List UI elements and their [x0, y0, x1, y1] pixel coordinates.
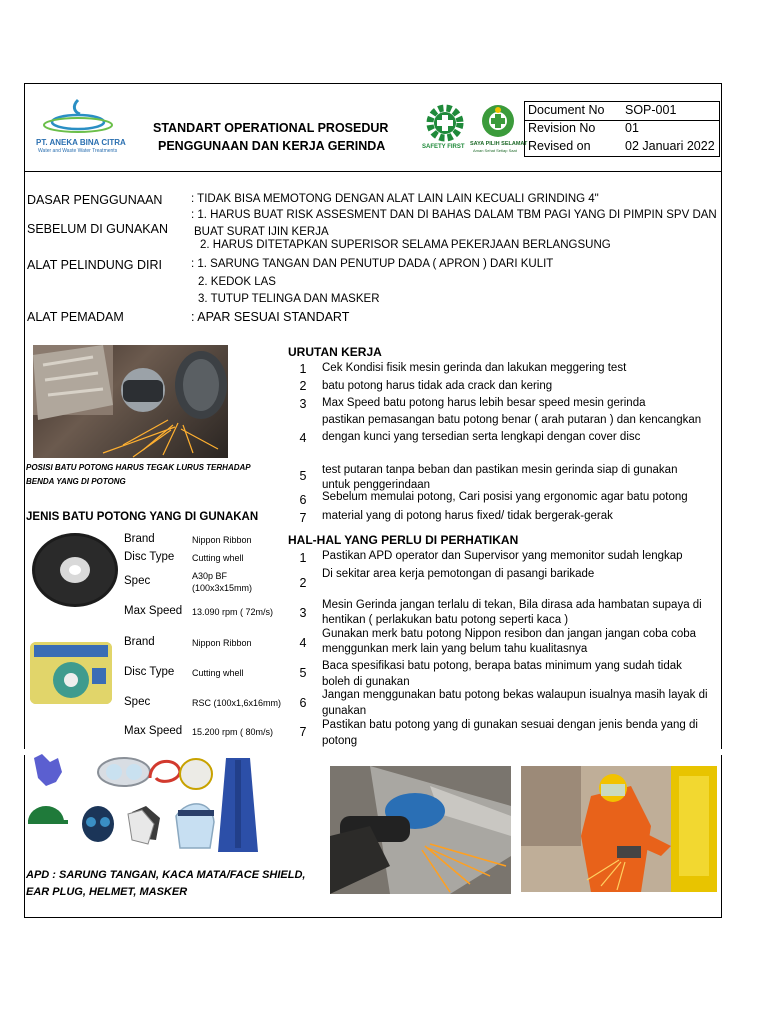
- grinder-image-icon: [33, 345, 228, 458]
- urutan-step: Max Speed batu potong harus lebih besar speed mesin gerinda: [322, 397, 646, 409]
- doc-value: SOP-001: [625, 103, 677, 117]
- apd-caption-line2: EAR PLUG, HELMET, MASKER: [26, 886, 188, 898]
- disc2-speed-label: Max Speed: [124, 725, 183, 737]
- sebelum-label: SEBELUM DI GUNAKAN: [27, 222, 169, 236]
- apd-item-3: 3. TUTUP TELINGA DAN MASKER: [198, 293, 380, 305]
- dasar-label: DASAR PENGGUNAAN: [27, 193, 163, 207]
- ppe-collage-icon: [28, 752, 268, 860]
- document-info-table: [524, 101, 720, 157]
- apd-label: ALAT PELINDUNG DIRI: [27, 258, 162, 272]
- hal-number: 6: [299, 696, 307, 710]
- disc1-spec-value-1: A30p BF: [192, 571, 228, 581]
- photo-caption-line2: BENDA YANG DI POTONG: [26, 477, 126, 486]
- disc1-brand-label: Brand: [124, 533, 155, 545]
- urutan-heading: URUTAN KERJA: [288, 345, 382, 359]
- safety-gear-icon: [421, 102, 469, 144]
- disc2-type-label: Disc Type: [124, 666, 175, 678]
- document-title-line1: STANDART OPERATIONAL PROSEDUR: [153, 121, 389, 135]
- dasar-value: : TIDAK BISA MEMOTONG DENGAN ALAT LAIN LAIN KECUALI GRINDING 4": [191, 193, 599, 205]
- urutan-number: 4: [299, 431, 307, 445]
- urutan-step: batu potong harus tidak ada crack dan kering: [322, 380, 553, 392]
- hal-item: Baca spesifikasi batu potong, berapa batas minimum yang sudah tidak: [322, 660, 682, 672]
- doc-label: Revision No: [528, 121, 596, 135]
- worker-grinding-image-icon: [521, 766, 717, 892]
- frame-gap-left: [23, 749, 25, 755]
- urutan-step: dengan kunci yang tersedian serta lengkapi dengan cover disc: [322, 431, 641, 443]
- discs-heading: JENIS BATU POTONG YANG DI GUNAKAN: [26, 511, 259, 523]
- cutting-steel-image-icon: [330, 766, 511, 894]
- safety-shield-icon: [473, 102, 523, 140]
- hal-heading: HAL-HAL YANG PERLU DI PERHATIKAN: [288, 533, 519, 547]
- hal-number: 1: [299, 551, 307, 565]
- apd-item-2: 2. KEDOK LAS: [198, 276, 276, 288]
- disc2-type-value: Cutting whell: [192, 668, 244, 678]
- doc-label: Revised on: [528, 139, 591, 153]
- doc-value: 01: [625, 121, 639, 135]
- urutan-number: 3: [299, 397, 307, 411]
- hal-item: Pastikan APD operator dan Supervisor yang memonitor sudah lengkap: [322, 550, 683, 562]
- disc1-spec-label: Spec: [124, 575, 151, 587]
- urutan-number: 7: [299, 511, 307, 525]
- sebelum-item-1a: : 1. HARUS BUAT RISK ASSESMENT DAN DI BAHAS DALAM TBM PAGI YANG DI PIMPIN SPV DAN: [191, 209, 717, 221]
- hal-item: Mesin Gerinda jangan terlalu di tekan, Bila dirasa ada hambatan supaya di: [322, 599, 702, 611]
- disc1-speed-label: Max Speed: [124, 605, 183, 617]
- disc1-image: [31, 532, 119, 608]
- disc1-type-label: Disc Type: [124, 551, 175, 563]
- sebelum-item-1b: BUAT SURAT IJIN KERJA: [194, 226, 329, 238]
- disc1-speed-value: 13.090 rpm ( 72m/s): [192, 607, 274, 617]
- doc-row-revision-no: [525, 120, 719, 138]
- apd-caption-line1: APD : SARUNG TANGAN, KACA MATA/FACE SHIELD,: [26, 869, 306, 881]
- pemadam-label: ALAT PEMADAM: [27, 310, 124, 324]
- hal-item: hentikan ( perlakukan batu potong seperti kaca ): [322, 614, 569, 626]
- disc2-brand-label: Brand: [124, 636, 155, 648]
- hal-number: 4: [299, 636, 307, 650]
- disc2-speed-value: 15.200 rpm ( 80m/s): [192, 727, 274, 737]
- disc1-spec-value-2: (100x3x15mm): [192, 583, 253, 593]
- hal-item: Gunakan merk batu potong Nippon resibon dan jangan jangan coba coba: [322, 628, 697, 640]
- urutan-step: test putaran tanpa beban dan pastikan mesin gerinda siap di gunakan: [322, 464, 678, 476]
- apd-item-1: : 1. SARUNG TANGAN DAN PENUTUP DADA ( APRON ) DARI KULIT: [191, 258, 554, 270]
- photo-caption-line1: POSISI BATU POTONG HARUS TEGAK LURUS TERHADAP: [26, 463, 251, 472]
- pemadam-value: : APAR SESUAI STANDART: [191, 310, 350, 324]
- hal-item: menggunkan merk lain yang belum tahu kualitasnya: [322, 643, 588, 655]
- cutting-steel-photo: [330, 766, 511, 894]
- cutting-disc-label-icon: [30, 642, 112, 704]
- hal-item: Jangan menggunakan batu potong bekas walaupun isualnya masih layak di: [322, 689, 708, 701]
- hal-number: 5: [299, 666, 307, 680]
- document-title-line2: PENGGUNAAN DAN KERJA GERINDA: [158, 139, 386, 153]
- sebelum-item-2: 2. HARUS DITETAPKAN SUPERISOR SELAMA PEKERJAAN BERLANGSUNG: [200, 239, 611, 251]
- doc-row-revised-on: [525, 138, 719, 156]
- frame-gap-right: [720, 749, 723, 755]
- safety-first-label: SAFETY FIRST: [422, 144, 465, 150]
- safety-slogan: SAYA PILIH SELAMAT: [470, 141, 528, 147]
- grinding-position-photo: [33, 345, 228, 458]
- safety-slogan-sub: Aman Sehat Setiap Saat: [473, 148, 517, 153]
- urutan-step: Sebelum memulai potong, Cari posisi yang ergonomic agar batu potong: [322, 491, 688, 503]
- urutan-number: 6: [299, 493, 307, 507]
- doc-label: Document No: [528, 103, 605, 117]
- disc1-type-value: Cutting whell: [192, 553, 244, 563]
- hal-item: potong: [322, 735, 358, 747]
- apd-equipment-image: [28, 752, 268, 860]
- urutan-step: untuk penggerindaan: [322, 479, 431, 491]
- company-name: PT. ANEKA BINA CITRA: [36, 138, 126, 147]
- company-tagline: Water and Waste Water Treatments: [38, 148, 118, 154]
- hal-number: 2: [299, 576, 307, 590]
- worker-grinding-photo: [521, 766, 717, 892]
- disc2-spec-label: Spec: [124, 696, 151, 708]
- urutan-number: 5: [299, 469, 307, 483]
- disc2-brand-value: Nippon Ribbon: [192, 638, 252, 648]
- doc-value: 02 Januari 2022: [625, 139, 715, 153]
- urutan-step: material yang di potong harus fixed/ tidak bergerak-gerak: [322, 510, 613, 522]
- doc-row-document-no: [525, 102, 719, 121]
- urutan-step: Cek Kondisi fisik mesin gerinda dan lakukan meggering test: [322, 362, 627, 374]
- hal-number: 7: [299, 725, 307, 739]
- cutting-disc-icon: [31, 532, 119, 608]
- urutan-number: 1: [299, 362, 307, 376]
- hal-item: Di sekitar area kerja pemotongan di pasangi barikade: [322, 568, 595, 580]
- hal-number: 3: [299, 606, 307, 620]
- urutan-number: 2: [299, 379, 307, 393]
- hal-item: gunakan: [322, 705, 367, 717]
- disc2-spec-value: RSC (100x1,6x16mm): [192, 698, 282, 708]
- hal-item: boleh di gunakan: [322, 676, 410, 688]
- company-logo: [34, 96, 124, 156]
- disc1-brand-value: Nippon Ribbon: [192, 535, 252, 545]
- header-divider: [24, 171, 722, 172]
- saya-pilih-selamat-emblem: [470, 102, 528, 154]
- disc2-image: [30, 642, 112, 704]
- hal-item: Pastikan batu potong yang di gunakan sesuai dengan jenis benda yang di: [322, 719, 698, 731]
- safety-first-emblem: [421, 102, 469, 154]
- company-logo-icon: [34, 96, 124, 134]
- urutan-step: pastikan pemasangan batu potong benar ( arah putaran ) dan kencangkan: [322, 414, 702, 426]
